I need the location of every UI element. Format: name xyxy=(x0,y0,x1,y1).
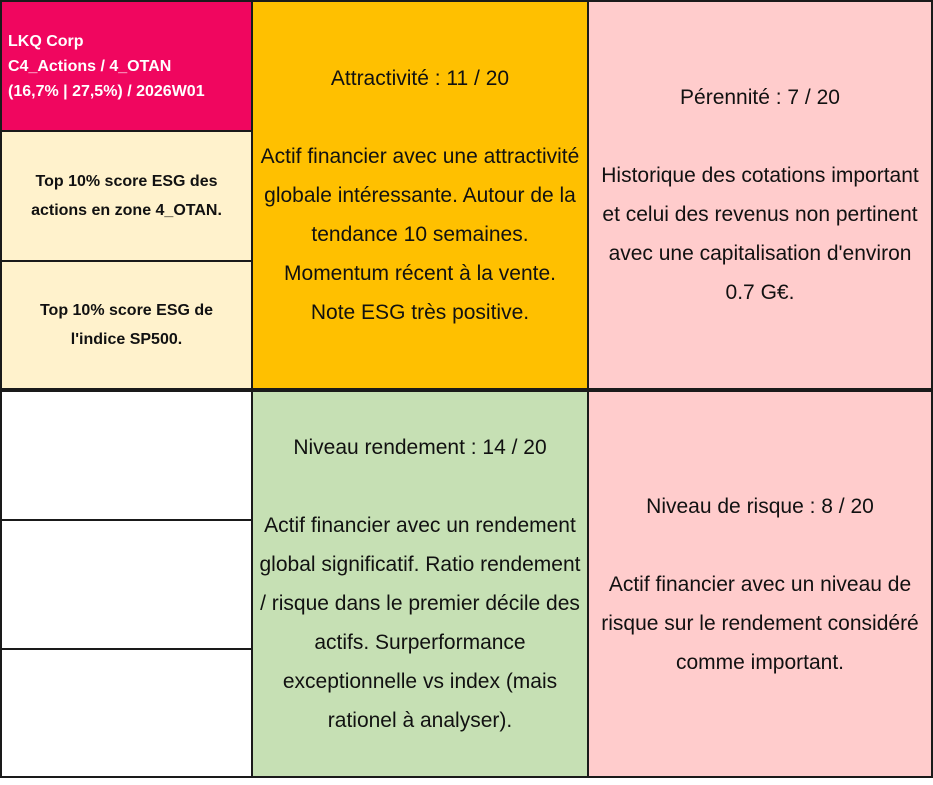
perennite-cell xyxy=(587,0,933,390)
esg-index-text: Top 10% score ESG de l'indice SP500. xyxy=(39,302,214,348)
attractivite-cell xyxy=(251,0,589,390)
empty-cell-3 xyxy=(0,648,253,778)
risque-title: Niveau de risque : 8 / 20 xyxy=(646,494,874,518)
asset-title-cell xyxy=(0,0,253,132)
empty-cell-1 xyxy=(0,390,253,521)
asset-period: (16,7% | 27,5%) / 2026W01 xyxy=(8,82,205,100)
perennite-title: Pérennité : 7 / 20 xyxy=(680,86,840,109)
rendement-text: Actif financier avec un rendement global significatif. Ratio rendement / risque dans le premier décile des actifs. Surperformance exceptionnelle vs index (mais rationel à analyser). xyxy=(259,514,581,732)
rendement-title: Niveau rendement : 14 / 20 xyxy=(293,436,547,459)
bottom-border xyxy=(0,776,933,778)
asset-name: LKQ Corp xyxy=(8,32,84,50)
asset-category: C4_Actions / 4_OTAN xyxy=(8,57,172,75)
perennite-text: Historique des cotations important et celui des revenus non pertinent avec une capitalisation d'environ 0.7 G€. xyxy=(601,164,919,304)
esg-index-cell xyxy=(0,260,253,390)
empty-cell-2 xyxy=(0,519,253,650)
attractivite-title: Attractivité : 11 / 20 xyxy=(330,66,510,90)
risque-cell xyxy=(587,390,933,778)
attractivite-text: Actif financier avec une attractivité globale intéressante. Autour de la tendance 10 semaines. Momentum récent à la vente. Note ESG très positive. xyxy=(260,144,580,324)
esg-zone-cell xyxy=(0,130,253,262)
risque-text: Actif financier avec un niveau de risque sur le rendement considéré comme important. xyxy=(601,572,919,674)
rendement-cell xyxy=(251,390,589,778)
esg-zone-text: Top 10% score ESG des actions en zone 4_OTAN. xyxy=(31,173,222,219)
